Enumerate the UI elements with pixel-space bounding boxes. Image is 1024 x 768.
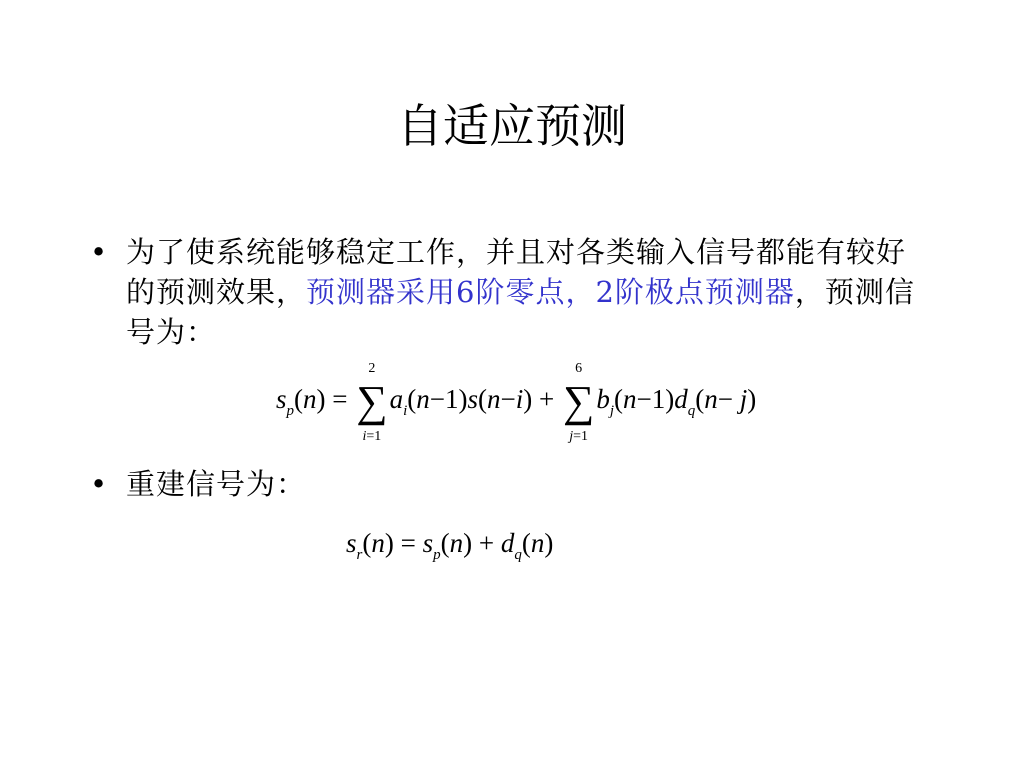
sum-lower-limit: i=1 [362, 429, 382, 444]
bullet-item-reconstruction: 重建信号为： [126, 467, 307, 501]
reconstruction-formula: $s_r(n) = s_p(n) + d_q(n)$ [346, 528, 554, 563]
slide-title: 自适应预测 [397, 99, 627, 153]
bullet-marker: • [90, 235, 108, 269]
sum-lower-limit: j=1 [569, 429, 589, 444]
sum-upper-limit: 6 [575, 361, 583, 376]
bullet-text-part: ，预测信号为： [126, 275, 915, 349]
sum-symbol: 6 ∑ j=1 [562, 361, 595, 444]
bullet-item-predictor [126, 232, 926, 352]
prediction-formula: $s_p(n)$ = 2 ∑ i=1 $a_i(n-1)s(n-i)$ + 6 ∑ j=1 $b_j(n-1)d_q(n- j)$ [276, 361, 757, 444]
sum-symbol: 2 ∑ i=1 [356, 361, 388, 444]
highlighted-text: 预测器采用6阶零点，2阶极点预测器 [306, 275, 795, 309]
bullet-text-part: 为了使系统能够稳定工作，并且对各类输入信号都能有较好的预测效果， [126, 235, 907, 309]
bullet-marker: • [90, 467, 108, 501]
sum-upper-limit: 2 [368, 361, 376, 376]
